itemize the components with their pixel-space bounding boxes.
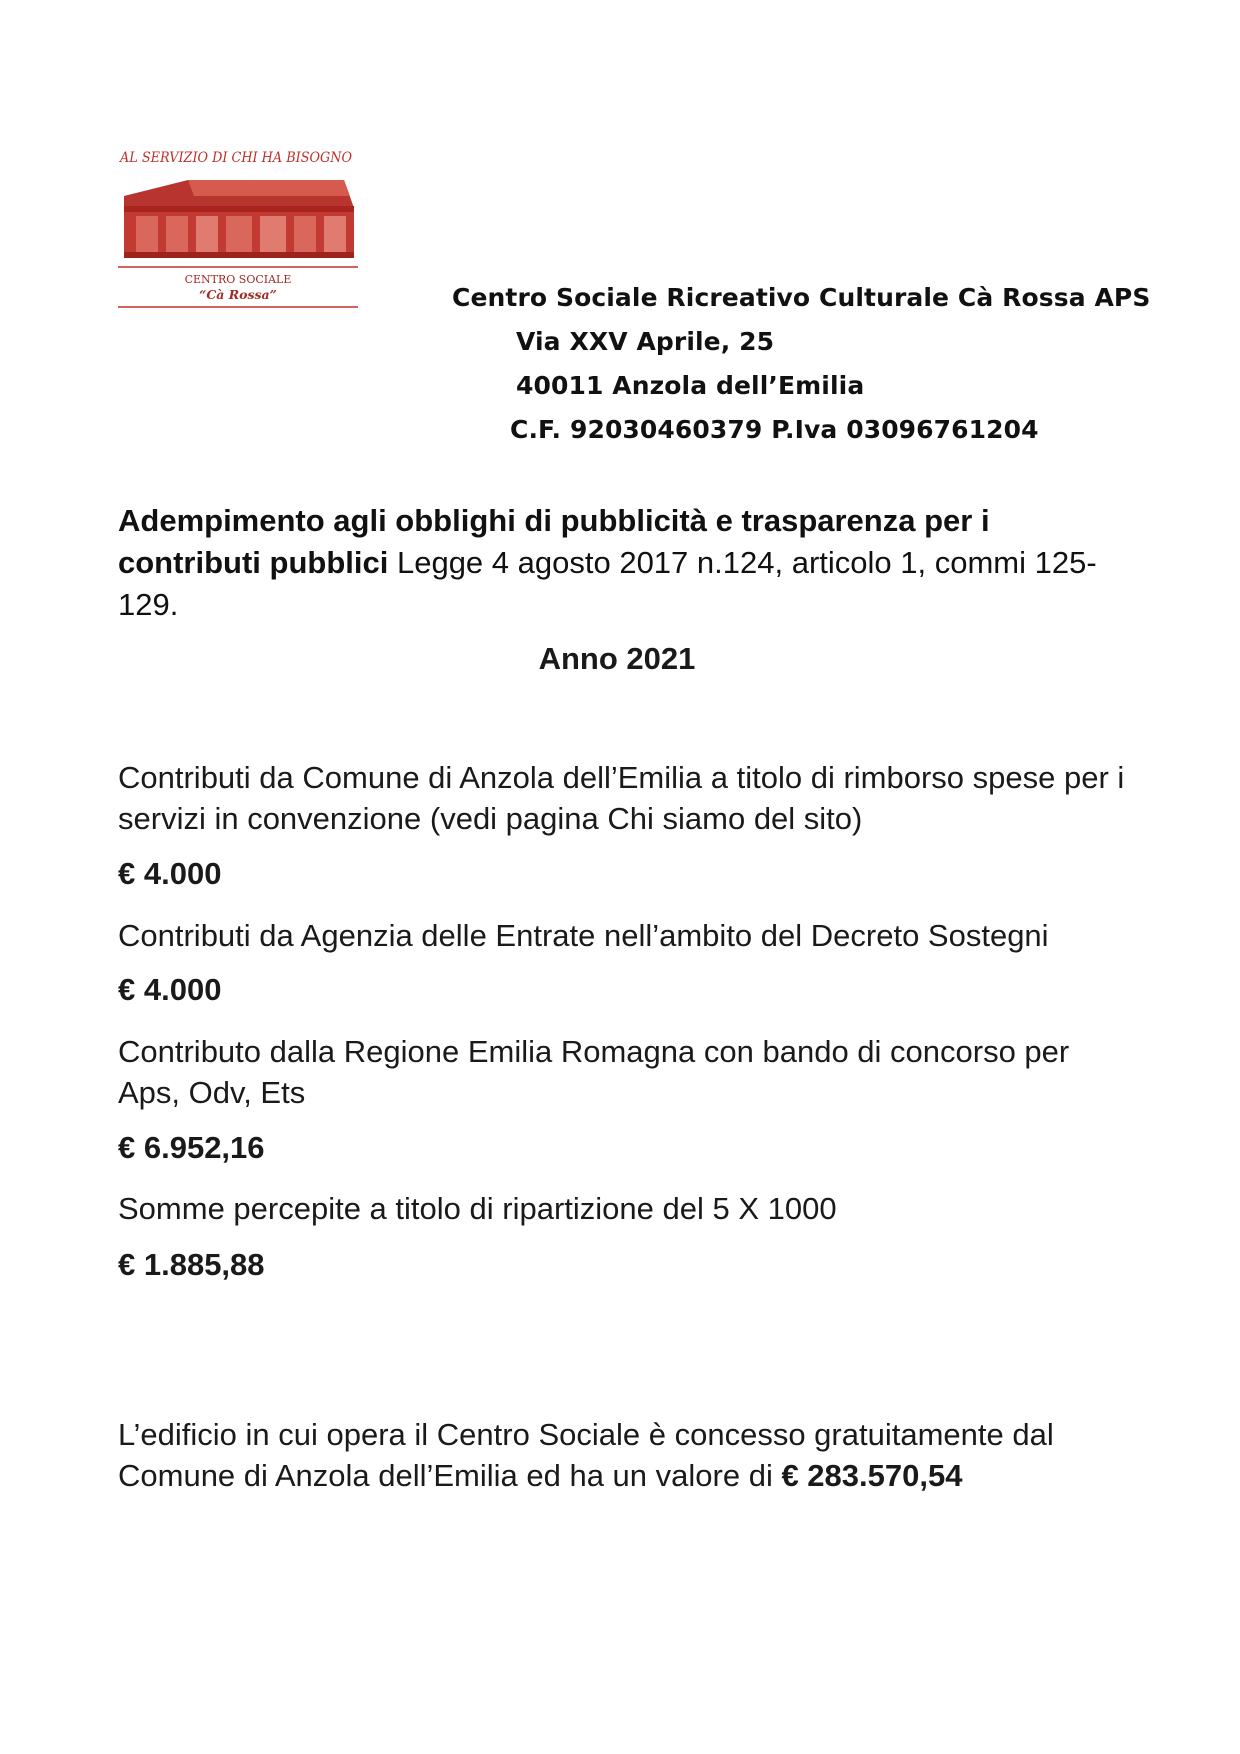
year-label: Anno 2021 <box>538 641 696 676</box>
logo-line-1: CENTRO SOCIALE <box>184 273 292 286</box>
organization-city: 40011 Anzola dell’Emilia <box>516 371 865 400</box>
contribution-amount: € 4.000 <box>118 856 222 891</box>
contribution-description: Somme percepite a titolo di ripartizione del 5 X 1000 <box>118 1191 837 1226</box>
contribution-amount: € 1.885,88 <box>118 1247 265 1282</box>
contribution-description: Contributi da Agenzia delle Entrate nell’ambito del Decreto Sostegni <box>118 918 1049 953</box>
heading-bold: Adempimento agli obblighi di pubblicità e trasparenza per i contributi pubblici <box>118 503 990 580</box>
organization-name: Centro Sociale Ricreativo Culturale Cà Rossa APS <box>452 283 1151 312</box>
contribution-description: Contributo dalla Regione Emilia Romagna con bando di concorso per Aps, Odv, Ets <box>118 1034 1070 1110</box>
heading-normal: Legge 4 agosto 2017 n.124, articolo 1, commi 125-129. <box>118 545 1097 622</box>
organization-street: Via XXV Aprile, 25 <box>516 327 775 356</box>
contribution-description: Contributi da Comune di Anzola dell’Emilia a titolo di rimborso spese per i servizi in convenzione (vedi pagina Chi siamo del sito) <box>118 760 1125 836</box>
building-value-paragraph <box>118 1414 1148 1496</box>
building-value: € 283.570,54 <box>781 1458 963 1493</box>
contribution-amount: € 4.000 <box>118 972 222 1007</box>
logo-motto: AL SERVIZIO DI CHI HA BISOGNO <box>118 150 352 166</box>
logo-line-2: “Cà Rossa” <box>199 287 277 302</box>
document-heading <box>118 500 1128 626</box>
organization-logo <box>118 148 358 313</box>
contribution-amount: € 6.952,16 <box>118 1130 265 1165</box>
building-logo-icon <box>118 148 358 313</box>
organization-tax-ids: C.F. 92030460379 P.Iva 03096761204 <box>510 415 1039 444</box>
document-year <box>0 641 1240 677</box>
closing-text: L’edificio in cui opera il Centro Sociale è concesso gratuitamente dal Comune di Anzola dell’Emilia ed ha un valore di <box>118 1417 1054 1493</box>
